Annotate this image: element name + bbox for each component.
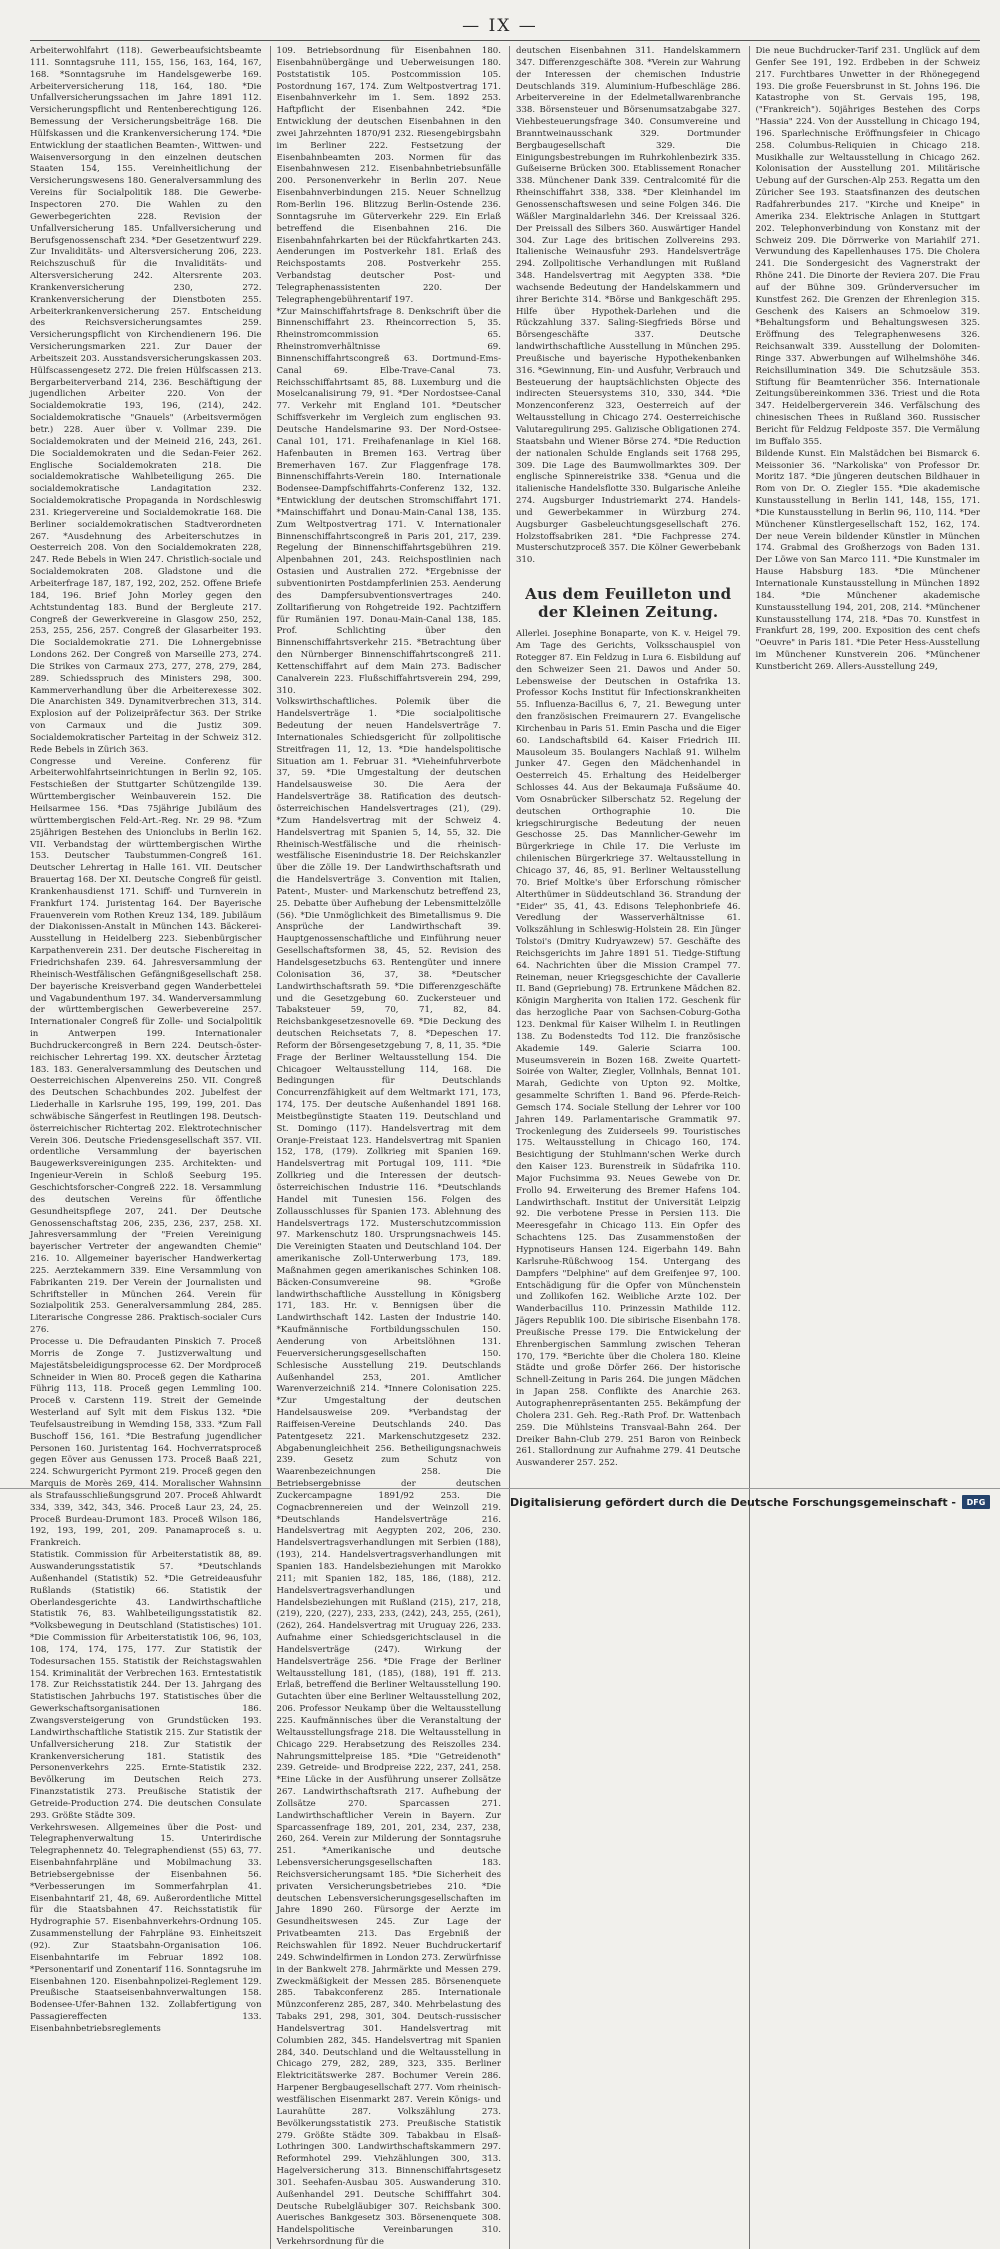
- column-1: [30, 46, 262, 2249]
- footer-rule: [0, 1488, 1000, 1489]
- section-allerlei-continued: Die neue Buchdrucker-Tarif 231. Unglück auf dem Genfer See 191, 192. Erdbeben in der Schweiz 217. Furchtbares Unwetter in der Rhönegegend 193. Die große Feuersbrunst in St. Johns 196. Die Katastrophe von St. Gervais 195, 198, ("Frankreich"). 50jähriges Bestehen des Corps "Hassia" 224. Von der Ausstellung in Chicago 194, 196. Sparlechnische Eröffnungsfeier in Chicago 258. Columbus-Reliquien in Chicago 218. Musikhalle zur Weltausstellung in Chicago 262. Kolonisation der Ausstellung 201. Militärische Uebung auf der Gurschen-Alp 253. Regatta um den Züricher See 193. Staatsfinanzen des deutschen Radfahrerbundes 217. "Kirche und Kneipe" in Amerika 234. Elektrische Anlagen in Stuttgart 202. Telephonverbindung von Konstanz mit der Schweiz 209. Die Dörrwerke von Mariahilf 271. Verwundung des Kapellenhauses 175. Die Cholera 241. Die Sondergesicht des Vagnerstrakt der Rhöne 241. Die Dinorte der Reviera 207. Die Frau auf der Bühne 309. Gründerversucher im Kunstfest 262. Die Grenzen der Ehrenlegion 315. Geschenk des Kaisers an Schmoelow 319. *Behaltungsform und Behaltungswesen 325. Eröffnung des Telegraphenwesens 326. Reichsanwalt 339. Ausstellung der Dolomiten-Ringe 337. Abwerbungen auf Wilhelmshöhe 346. Reichsillumination 349. Die Schutzsäule 353. Stiftung für Beamtenrücher 356. Internationale Zeitungsübereinkommen 336. Triest und die Rota 347. Heidelbergerverein 346. Verfälschung des chinesischen Thees in Rußland 360. Russischer Bericht für Feldzug Feldposte 357. Die Vermälung im Buffalo 355.: [755, 46, 980, 447]
- section-verkehrswesen: Verkehrswesen. Allgemeines über die Post- und Telegraphenverwaltung 15. Unterirdische Telegraphennetz 40. Telegraphendienst (55) 63, 77. Eisenbahnfahrpläne und Mobilmachung 33. Betriebsergebnisse der Eisenbahnen 56. *Verbesserungen im Sommerfahrplan 41. Eisenbahntarif 21, 48, 69. Außerordentliche Mittel für die Staatsbahnen 47. Reichsstatistik für Hydrographie 57. Eisenbahnverkehrs-Ordnung 105. Zusammenstellung der Fahrpläne 93. Einheitszeit (92). Zur Staatsbahn-Organisation 106. Eisenbahntarife im Februar 1892 108. *Personentarif und Zonentarif 116. Sonntagsruhe im Eisenbahnen 120. Eisenbahnpolizei-Reglement 129. Preußische Staatseisenbahnverwaltungen 158. Bodensee-Ufer-Bahnen 132. Zollabfertigung von Passagiereffecten 133. Eisenbahnbetriebsreglements: [30, 1822, 262, 2034]
- section-volkswirthschaftliches: Volkswirthschaftliches. Polemik über die Handelsverträge 1. *Die socialpolitische Bedeutung der neuen Handelsverträge 7. Internationales Schiedsgericht für zollpolitische Streitfragen 11, 12, 13. *Die handelspolitische Situation am 1. Februar 31. *Vieheinfuhrverbote 37, 59. *Die Umgestaltung der deutschen Handelsausweise 30. Die Aera der Handelsverträge 38. Ratification des deutsch-österreichischen Handelsvertrages (21), (29). *Zum Handelsvertrag mit der Schweiz 4. Handelsvertrag mit Spanien 5, 14, 55, 32. Die Rheinisch-Westfälische und die rheinisch-westfälische Eisenindustrie 18. Der Reichskanzler über die Zölle 19. Der Landwirthschaftsrath und die Handelsverträge 3. Convention mit Italien, Patent-, Muster- und Markenschutz betreffend 23, 25. Debatte über Aufhebung der Lebensmittelzölle (56). *Die Unmöglichkeit des Bimetallismus 9. Die Ansprüche der Landwirthschaft 39. Hauptgenossenschaftliche und Einführung neuer Gesellschaftsformen 38, 45, 52. Revision des Handelsgesetzbuchs 63. Rentengüter und innere Colonisation 36, 37, 38. *Deutscher Landwirthschaftsrath 59. *Die Differenzgeschäfte und die Gesetzgebung 60. Zuckersteuer und Tabaksteuer 59, 70, 71, 82, 84. Reichsbankgesetzesnovelle 69. *Die Deckung des deutschen Reichsetats 7, 8. *Depeschen 17. Reform der Börsengesetzgebung 7, 8, 11, 35. *Die Frage der Berliner Weltausstellung 154. Die Chicagoer Weltausstellung 114, 168. Die Bedingungen für Deutschlands Concurrenzfähigkeit auf dem Weltmarkt 171, 173, 174, 175. Der deutsche Außenhandel 1891 168. Meistbegünstigte Staaten 119. Deutschland und St. Domingo (117). Handelsvertrag mit dem Oranje-Freistaat 123. Handelsvertrag mit Spanien 152, 178, (179). Zollkrieg mit Spanien 169. Handelsvertrag mit Portugal 109, 111. *Die Zollkrieg und die Interessen der deutsch-österreichischen Industrie 116. *Deutschlands Handel mit Tunesien 156. Folgen des Zollausschlusses für Spanien 173. Ablehnung des Handelsvertrags 172. Musterschutzcommission 97. Markenschutz 180. Ursprungsnachweis 145. Die Vereinigten Staaten und Deutschland 104. Der amerikanische Zoll-Unterwerbung 173, 189. Maßnahmen gegen amerikanisches Schinken 108. Bäcken-Consumvereine 98. *Große landwirthschaftliche Ausstellung in Königsberg 171, 183. Hr. v. Bennigsen über die Landwirthschaft 142. Lasten der Industrie 140. *Kaufmännische Fortbildungsschulen 150. Aenderung von Arbeitslöhnen 131. Feuerversicherungsgesellschaften 150. Schlesische Ausstellung 219. Deutschlands Außenhandel 253, 201. Amtlicher Warenverzeichniß 214. *Innere Colonisation 225. *Zur Umgestaltung der deutschen Handelsausweise 209. *Verbandstag der Raiffeisen-Vereine Deutschlands 240. Das Patentgesetz 221. Markenschutzgesetz 232. Abgabenungleichheit 256. Betheiligungsnachweis 239. Gesetz zum Schutz von Waarenbezeichnungen 258. Die Betriebsergebnisse der deutschen Zuckercampagne 1891/92 253. Die Cognacbrennereien und der Weinzoll 219. *Deutschlands Handelsverträge 216. Handelsvertrag mit Aegypten 202, 206, 230. Handelsvertragsverhandlungen mit Serbien (188), (193), 214. Handelsvertragsverhandlungen mit Spanien 183. Handelsbeziehungen mit Marokko 211; mit Spanien 182, 185, 186, (188), 212. Handelsvertragsverhandlungen und Handelsbeziehungen mit Rußland (215), 217, 218, (219), 220, (227), 233, 233, (242), 243, 255, (261), (262), 264. Handelsvertrag mit Uruguay 226, 233. Aufnahme einer Schiedsgerichtsclausel in die Handelsverträge (247). Wirkung der Handelsverträge 256. *Die Frage der Berliner Weltausstellung 181, (185), (188), 191 ff. 213. Erlaß, betreffend die Berliner Weltausstellung 190. Gutachten über eine Berliner Weltausstellung 202, 206. Professor Neukamp über die Weltausstellung 225. Kaufmännisches über die Veranstaltung der Weltausstellungsfrage 218. Die Weltausstellung in Chicago 229. Herabsetzung des Reiszolles 234. Nahrungsmittelpreise 185. *Die "Getreidenoth" 239. Getreide- und Brodpreise 222, 237, 241, 258. *Eine Lücke in der Ausführung unserer Zollsätze 267. Landwirthschaftsrath 217. Aufhebung der Zollsätze 270. Sparcassen 271. Landwirthschaftlicher Verein in Bayern. Zur Sparcassenfrage 189, 201, 201, 234, 237, 238, 260, 264. Verein zur Milderung der Sonntagsruhe 251. *Amerikanische und deutsche Lebensversicherungsgesellschaften 183. Reichsversicherungsamt 185. *Die Sicherheit des privaten Versicherungsbetriebes 210. *Die deutschen Lebensversicherungsgesellschaften im Jahre 1890 260. Fürsorge der Aerzte im Gesundheitswesen 245. Zur Lage der Privatbeamten 213. Das Ergebniß der Reichswahlen für 1892. Neuer Buchdruckertarif 249. Schwindelfirmen in London 273. Zerwürfnisse in der Bankwelt 278. Jahrmärkte und Messen 279. Zweckmäßigkeit der Messen 285. Börsenenquete 285. Tabakconferenz 285. Internationale Münzconferenz 285, 287, 340. Mehrbelastung des Tabaks 291, 298, 301, 304. Deutsch-russischer Handelsvertrag 301. Handelsvertrag mit Columbien 282, 345. Handelsvertrag mit Spanien 284, 340. Deutschland und die Weltausstellung in Chicago 279, 282, 289, 323, 335. Berliner Elektricitätswerke 287. Bochumer Verein 286. Harpener Bergbaugesellschaft 277. Vom rheinisch-westfälischen Eisenmarkt 287. Verein Königs- und Laurahütte 287. Volkszählung 273. Bevölkerungsstatistik 273. Preußische Statistik 279. Größte Städte 309. Tabakbau in Elsaß-Lothringen 300. Landwirthschaftskammern 297. Reformhotel 299. Viehzählungen 300, 313. Hagelversicherung 313. Binnenschiffahrtsgesetz 301. Seehafen-Ausbau 305. Auswanderung 310. Außenhandel 291. Deutsche Schifffahrt 304. Deutsche Rubelgläubiger 307. Reichsbank 300. Auerisches Bankgesetz 303. Börsenenquete 308. Handelspolitische Vereinbarungen 310. Verkehrsordnung für die: [276, 697, 501, 2248]
- column-4: [749, 46, 981, 2249]
- column-2: [270, 46, 502, 2249]
- section-statistik: Statistik. Commission für Arbeiterstatistik 88, 89. Auswanderungsstatistik 57. *Deutschlands Außenhandel (Statistik) 52. *Die Getreideausfuhr Rußlands (Statistik) 66. Statistik der Oberlandesgerichte 43. Landwirthschaftliche Statistik 76, 83. Wahlbeteiligungsstatistik 82. *Volksbewegung in Deutschland (Statistisches) 101. *Die Commission für Arbeiterstatistik 106, 96, 103, 108, 174, 174, 175, 177. Zur Statistik der Todesursachen 155. Statistik der Reichstagswahlen 154. Kriminalität der Verbrechen 163. Erntestatistik 178. Zur Reichsstatistik 244. Der 13. Jahrgang des Statistischen Jahrbuchs 197. Statistisches über die Gewerkschaftsorganisationen 186. Zwangsversteigerung von Grundstücken 193. Landwirthschaftliche Statistik 215. Zur Statistik der Unfallversicherung 218. Zur Statistik der Krankenversicherung 181. Statistik des Personenverkehrs 225. Ernte-Statistik 232. Bevölkerung im Deutschen Reich 273. Finanzstatistik 273. Preußische Statistik der Getreide-Production 274. Die deutschen Consulate 293. Größte Städte 309.: [30, 1550, 262, 1821]
- column-3: [509, 46, 741, 2249]
- page-number: — IX —: [462, 16, 538, 36]
- section-congresse: Congresse und Vereine. Conferenz für Arbeiterwohlfahrtseinrichtungen in Berlin 92, 105. Festschießen der Stuttgarter Schützengilde 139. Württembergischer Weinbauverein 152. Die Heilsarmee 156. *Das 75jährige Jubiläum des württembergischen Feld-Art.-Reg. Nr. 29 98. *Zum 25jährigen Bestehen des Unionclubs in Berlin 162. VII. Verbandstag der württembergischen Wirthe 153. Deutscher Taubstummen-Congreß 161. Deutscher Lehrertag in Halle 161. VII. Deutscher Brauertag 168. Der XI. Deutsche Congreß für geistl. Krankenhausdienst 171. Schiff- und Turnverein in Frankfurt 174. Juristentag 164. Der Bayerische Frauenverein vom Rothen Kreuz 134, 189. Jubiläum der Diakonissen-Anstalt in München 143. Bäckerei-Ausstellung in Heidelberg 223. Siebenbürgischer Karpathenverein 231. Der deutsche Fischereitag in Friedrichshafen 239. 64. Jahresversammlung der Rheinisch-Westfälischen Gefängnißgesellschaft 258. Der bayerische Kreisverband gegen Wanderbettelei und Vagabundenthum 197. 34. Wanderversammlung der württembergischen Gewerbevereine 257. Internationaler Congreß für Zolle- und Socialpolitik in Antwerpen 199. Internationaler Buchdruckercongreß in Bern 224. Deutsch-öster- reichischer Lehrertag 199. XX. deutscher Ärztetag 183. 183. Generalversammlung des Deutschen und Oesterreichischen Alpenvereins 250. VII. Congreß des Deutschen Schachbundes 202. Jubelfest der Liederhalle in Karlsruhe 195, 199, 199, 201. Das schwäbische Sängerfest in Reutlingen 198. Deutsch-österreichischer Richtertag 202. Elektrotechnischer Verein 306. Deutsche Friedensgesellschaft 357. VII. ordentliche Versammlung der bayerischen Baugewerksvereinigungen 235. Architekten- und Ingenieur-Verein in Schloß Seeburg 195. Geschichtsforscher-Congreß 222. 18. Versammlung des deutschen Vereins für öffentliche Gesundheitspflege 207, 241. Der Deutsche Genossenschaftstag 206, 235, 236, 237, 258. XI. Jahresversammlung der "Freien Vereinigung bayerischer Vertreter der angewandten Chemie" 216. 10. Allgemeiner bayerischer Handwerkertag 225. Aerztekammern 339. Eine Versammlung von Fabrikanten 219. Der Verein der Journalisten und Schriftsteller in München 264. Verein für Sozialpolitik 253. Generalversammlung 284, 285. Literarische Congresse 286. Praktisch-socialer Curs 276.: [30, 756, 262, 1336]
- section-allerlei: Allerlei. Josephine Bonaparte, von K. v. Heigel 79. Am Tage des Gerichts, Volksschauspiel von Rotegger 87. Ein Feldzug in Lura 6. Eisbildung auf den Schweizer Seen 21. Dawos und Ander 50. Lebensweise der Deutschen in Ostafrika 13. Professor Kochs Institut für Infectionskrankheiten 55. Influenza-Bacillus 6, 7, 21. Bewegung unter den französischen Freimaurern 27. Evangelische Kirchenbau in Paris 51. Emin Pascha und die Eiger 60. Landschaftsbild 64. Kaiser Friedrich III. Mausoleum 35. Boulangers Nachlaß 91. Wilhelm Junker 47. Gegen den Mädchenhandel in Oesterreich 45. Erhaltung des Heidelberger Schlosses 44. Aus der Bekaumaja Fußsäume 40. Vom Osnabrücker Silberschatz 52. Regelung der deutschen Orthographie 10. Die kriegschirurgische Bedeutung der neuen Geschosse 25. Das Mannlicher-Gewehr im Bürgerkriege in Chile 17. Die Verluste im chilenischen Bürgerkriege 37. Weltausstellung in Chicago 37, 46, 85, 91. Berliner Weltausstellung 70. Brief Moltke's über Erforschung römischer Alterthümer in Süddeutschland 36. Strandung der "Eider" 35, 41, 43. Edisons Telephonbriefe 46. Veredlung der Wasserverhältnisse 61. Volkszählung in Schleswig-Holstein 28. Ein Jünger Tolstoi's (Dmitry Kudryawzew) 57. Geschäfte des Reichsgerichts im Jahre 1891 51. Tiedge-Stiftung 64. Nachrichten über die Mission Crampel 77. Reineman, neuer Kriegsgeschichte der Cavallerie II. Band (Gepriebung) 78. Ertrunkene Mädchen 82. Königin Margherita von Italien 172. Geschenk für das herzogliche Paar von Sachsen-Coburg-Gotha 123. Denkmal für Kaiser Wilhelm I. in Reutlingen 138. Zu Bodenstedts Tod 112. Die französische Akademie 149. Galerie Sciarra 100. Museumsverein in Bozen 168. Zweite Quartett-Soirée von Walter, Ziegler, Vollnhals, Bennat 101. Marah, Gedichte von Upton 92. Moltke, gesammelte Schriften 1. Band 96. Pferde-Reich-Gemsch 174. Sociale Stellung der Lehrer vor 100 Jahren 149. Parlamentarische Grammatik 97. Trockenlegung des Zuiderseels 99. Touristisches 175. Weltausstellung in Chicago 160, 174. Besichtigung der Stuhlmann'schen Werke durch den Kaiser 123. Burenstreik in Südafrika 110. Major Fuchsimma 93. Neues Gewebe von Dr. Frollo 94. Erweiterung des Bremer Hafens 104. Landwirthschaft. Institut der Universität Leipzig 92. Die verbotene Presse in Persien 113. Die Meeresgefahr in Chicago 113. Ein Opfer des Schachtens 125. Das Zusammenstoßen der Hypnotiseurs Hansen 124. Eigerbahn 149. Bahn Karlsruhe-Rüßchwoog 154. Untergang des Dampfers "Delphine" auf dem Greifenjee 97, 100. Entschädigung für die Opfer von Münchenstein und Zollikofen 162. Weibliche Arzte 102. Der Wanderbacillus 110. Prinzessin Mathilde 112. Jägers Republik 100. Die sibirische Eisenbahn 178. Preußische Presse 179. Die Entwickelung der Ehrenbergischen Sammlung zwischen Teheran 170, 179. *Berichte über die Cholera 180. Kleine Städte und große Dörfer 266. Der historische Schnell-Zeitung in Paris 264. Die jungen Mädchen in Japan 258. Conflikte des Anarchie 263. Autographenrepräsentanten 255. Bekämpfung der Cholera 231. Geh. Reg.-Rath Prof. Dr. Wattenbach 259. Die Mühlsteins Transvaal-Bahn 264. Der Dreiker Bahn-Club 279. 251 Baron von Reinbeck 261. Stallordnung zur Aufnahme 279. 41 Deutsche Auswanderer 257. 252.: [516, 629, 741, 1469]
- feuilleton-heading: Aus dem Feuilleton und der Kleinen Zeitung.: [525, 585, 732, 622]
- section-bildende-kunst: Bildende Kunst. Ein Malstädchen bei Bismarck 6. Meissonier 36. "Narkoliska" von Professor Dr. Moritz 187. *Die jüngeren deutschen Bildhauer in Rom von Dr. O. Ziegler 155. *Die akademische Kunstausstellung in Berlin 141, 148, 155, 171. *Die Kunstausstellung in Berlin 96, 110, 114. *Der Münchener Künstlergesellschaft 152, 162, 174. Der neue Verein bildender Künstler in München 174. Grabmal des Großherzogs von Baden 131. Der Löwe von San Marco 111. *Die Kunstmaler im Hause Habsburg 183. *Die Münchener Internationale Kunstausstellung in München 1892 184. *Die Münchener akademische Kunstausstellung 194, 201, 208, 214. *Münchener Kunstausstellung 174, 218. *Das 70. Kunstfest in Frankfurt 28, 199, 200. Exposition des cent chefs "Oeuvre" in Paris 181. *Die Peter Hess-Ausstellung im Münchener Kunstverein 206. *Münchener Kunstbericht 269. Allers-Ausstellung 249,: [755, 448, 980, 672]
- footer: [0, 1492, 1000, 1512]
- section-handel-continued: deutschen Eisenbahnen 311. Handelskammern 347. Differenzgeschäfte 308. *Verein zur Wahrung der Interessen der chemischen Industrie Deutschlands 319. Aluminium-Hufbeschläge 286. Arbeitervereine in der Edelmetallwarenbranche 338. Börsensteuer und Börsenumsatzabgabe 327. Viehbesteuerungsfrage 340. Consumvereine und Branntweinausschank 329. Dortmunder Bergbaugesellschaft 329. Die Einigungsbestrebungen im Ruhrkohlenbezirk 335. Gußeiserne Brücken 300. Etablissement Ronacher 338. Münchener Dank 339. Centralcomité für die Rheinschiffahrt 338, 338. *Der Kleinhandel im Genossenschaftswesen und seine Folgen 346. Die Wäßler Marginaldarlehn 346. Der Kreissaal 326. Der Preissall des Silbers 360. Auswärtiger Handel 304. Zur Lage des britischen Zollvereins 293. Italienische Weinausfuhr 293. Handelsverträge 294. Zollpolitische Verhandlungen mit Rußland 348. Handelsvertrag mit Aegypten 338. *Die wachsende Bedeutung der Handelskammern und ihrer Berichte 314. *Börse und Bankgeschäft 295. Hilfe über Hypothek-Darlehen und die Rückzahlung 337. Saling-Siegfrieds Börse und Börsengeschäfte 337. Deutsche landwirthschaftliche Ausstellung in München 295. Preußische und bayerische Hypothekenbanken 316. *Gewinnung, Ein- und Ausfuhr, Verbrauch und Besteuerung der hauptsächlichsten Objecte des indirecten Steuersystems 310, 330, 344. *Die Monzenconferenz 323, Oesterreich auf der Weltausstellung in Chicago 274. Oesterreichische Valutaregulirung 295. Galizische Obligationen 274. Staatsbahn und Wiener Börse 274. *Die Reduction der nationalen Schulde Englands seit 1768 295, 309. Die Lage des Baumwollmarktes 309. Der englische Spinnereistrike 338. *Genua und die italienische Handelsflotte 330. Bulgarische Anleihe 274. Augsburger Industriemarkt 274. Handels- und Gewerbekammer in Würzburg 274. Augsburger Gasbeleuchtungsgesellschaft 276. Holzstoffsabriken 281. *Die Fachpresse 274. Musterschutzproceß 357. Die Kölner Gewerbebank 310.: [516, 46, 741, 566]
- dfg-logo-icon: DFG: [962, 1495, 990, 1509]
- section-processe: Processe u. Die Defraudanten Pinskich 7. Proceß Morris de Zonge 7. Justizverwaltung und Majestätsbeleidigungsprocesse 62. Der Mordproceß Schneider in Wien 80. Proceß gegen die Katharina Führig 113, 118. Proceß gegen Lemmling 100. Proceß v. Carstenn 119. Streit der Gemeinde Westerland auf Sylt mit dem Fiskus 132. *Die Teufelsaustreibung in Wemding 158, 333. *Zum Fall Buschoff 156, 161. *Die Bestrafung jugendlicher Personen 160. Juristentag 164. Hochverratsproceß gegen Eöver aus Genussen 173. Proceß Baaß 221, 224. Schwurgericht Pyrmont 219. Proceß gegen den Marquis de Morès 269, 414. Moralischer Wahnsinn als Strafausschließungsgrund 207. Proceß Ahlwardt 334, 339, 342, 343, 346. Proceß Laur 23, 24, 25. Proceß Burdeau-Drumont 183. Proceß Wilson 186, 192, 193, 199, 201, 209. Panamaproceß s. u. Frankreich.: [30, 1336, 262, 1549]
- section-schiffahrt: *Zur Mainschiffahrtsfrage 8. Denkschrift über die Binnenschiffahrt 23. Rheincorrection 5, 35. Rheinstromcommission 65. Rheinstromverhältnisse 69. Binnenschiffahrtscongreß 63. Dortmund-Ems-Canal 69. Elbe-Trave-Canal 73. Reichsschiffahrtsamt 85, 88. Luxemburg und die Moselcanalisirung 79, 91. *Der Nordostsee-Canal 77. Verkehr mit England 101. *Deutscher Schiffsverkehr im Vergleich zum englischen 93. Deutsche Handelsmarine 93. Der Nord-Ostsee-Canal 101, 171. Freihafenanlage in Kiel 168. Hafenbauten in Bremen 163. Vertrag über Bremerhaven 167. Zur Flaggenfrage 178. Binnenschiffahrts-Verein 180. Internationale Bodensee-Dampfschiffahrts-Conferenz 132, 132. *Entwicklung der deutschen Stromschiffahrt 171. *Mainschiffahrt und Donau-Main-Canal 138, 135. Zum Weltpostvertrag 171. V. Internationaler Binnenschiffahrtscongreß in Paris 201, 217, 239. Regelung der Binnenschiffahrtsgebühren 219. Alpenbahnen 201, 243. Reichspostlinien nach Ostasien und Australien 272. *Ergebnisse der subventionirten Postdampferlinien 253. Aenderung des Dampfersubventionsvertrages 240. Zolltarifierung von Rohgetreide 192. Pachtziffern für Rumänien 197. Donau-Main-Canal 138, 185. Prof. Schlichting über den Binnenschiffahrtsverkehr 215. *Betrachtung über den Nürnberger Binnenschiffahrtscongreß 211. Kettenschiffahrt auf dem Main 273. Badischer Canalverein 223. Flußschiffahrtsverein 294, 299, 310.: [276, 306, 501, 696]
- section-socialpolitik: Arbeiterwohlfahrt (118). Gewerbeaufsichtsbeamte 111. Sonntagsruhe 111, 155, 156, 163, 164, 167, 168. *Sonntagsruhe im Handelsgewerbe 169. Arbeiterversicherung 118, 164, 180. *Die Unfallversicherungssachen im Jahre 1891 112. Versicherungspflicht und Rentenberechtigung 126. Bemessung der Versicherungsbeiträge 168. Die Hülfskassen und die Krankenversicherung 174. *Die Entwicklung der staatlichen Beamten-, Wittwen- und Waisenversorgung in den einzelnen deutschen Staaten 154, 155. Vereinheitlichung der Versicherungswesens 180. Generalversammlung des Vereins für Socialpolitik 188. Die Gewerbe-Inspectoren 270. Die Wahlen zu den Gewerbegerichten 228. Revision der Unfallversicherung 185. Unfallversicherung und Berufsgenossenschaft 234. *Der Gesetzentwurf 229. Zur Invaliditäts- und Altersversicherung 206, 223. Reichszuschuß für die Invaliditäts- und Altersversicherung 242. Altersrente 203. Krankenversicherung 230, 272. Krankenversicherung der Dienstboten 255. Arbeiterkrankenversicherung 257. Entscheidung des Reichsversicherungsamtes 259. Versicherungspflicht von Kirchendienern 196. Die Versicherungsmarken 221. Zur Dauer der Arbeitszeit 203. Ausstandsversicherungskassen 203. Hülfscassengesetz 272. Die freien Hülfscassen 213. Bergarbeiterverband 214, 236. Beschäftigung der jugendlichen Arbeiter 220. Von der Socialdemokratie 193, 196, (214), 242. Socialdemokratische "Gnauels" (Arbeitsvermögen betr.) 228. Auer über v. Vollmar 239. Die Socialdemokraten und der Meineid 216, 243, 261. Die Socialdemokraten und die Sedan-Feier 262. Englische Socialdemokraten 218. Die socialdemokratische Wahlbeteiligung 265. Die socialdemokratische Landagitation 232. Socialdemokratische Propaganda in Nordschleswig 231. Kriegervereine und Socialdemokratie 168. Die Berliner socialdemokratischen Stadtverordneten 267. *Ausdehnung des Arbeiterschutzes in Oesterreich 208. Von den Socialdemokraten 228, 247. Rede Bebels in Wien 247. Christlich-sociale und Socialdemokraten 208. Gladstone und die Arbeiterfrage 187, 187, 192, 202, 252. Offene Briefe 184, 196. Brief John Morley gegen den Achtstundentag 183. Bund der Bergleute 217. Congreß der Gewerkvereine in Glasgow 250, 252, 253, 255, 256, 257. Congreß der Glasarbeiter 193. Die Socialdemokratie 271. Die Lohnergebnisse Londons 262. Der Congreß von Marseille 273, 274. Die Strikes von Carmaux 273, 277, 278, 279, 284, 289. Schiedsspruch des Ministers 298, 300. Kammerverhandlung über die Arbeiterexesse 302. Die Anarchisten 349. Dynamitverbrechen 313, 314. Explosion auf der Polizeipräfectur 363. Der Strike von Carmaux und die Justiz 309. Socialdemokratischer Parteitag in der Schweiz 312. Rede Bebels in Zürich 363.: [30, 46, 262, 755]
- footer-credit: Digitalisierung gefördert durch die Deutsche Forschungsgemeinschaft -: [509, 1495, 956, 1509]
- section-eisenbahn-post: 109. Betriebsordnung für Eisenbahnen 180. Eisenbahnübergänge und Ueberweisungen 180. Poststatistik 105. Postcommission 105. Postordnung 167, 174. Zum Weltpostvertrag 171. Eisenbahnverkehr im 1. Sem. 1892 253. Haftpflicht der Eisenbahnen 242. *Die Entwicklung der deutschen Eisenbahnen in den zwei Jahrzehnten 1870/91 232. Riesengebirgsbahn im Berliner 222. Festsetzung der Eisenbahnbeamten 203. Normen für das Eisenbahnwesen 212. Eisenbahnbetriebsunfälle 200. Personenverkehr in Berlin 207. Neue Eisenbahnverbindungen 215. Neuer Schnellzug Rom-Berlin 196. Blitzzug Berlin-Ostende 236. Sonntagsruhe im Güterverkehr 229. Ein Erlaß betreffend die Eisenbahnen 216. Die Eisenbahnfahrkarten bei der Rückfahrtkarten 243. Aenderungen im Postverkehr 181. Erlaß des Reichspostamts 208. Postverkehr 255. Verbandstag deutscher Post- und Telegraphenassistenten 220. Der Telegraphengebührentarif 197.: [276, 46, 501, 305]
- top-rule: [30, 40, 980, 41]
